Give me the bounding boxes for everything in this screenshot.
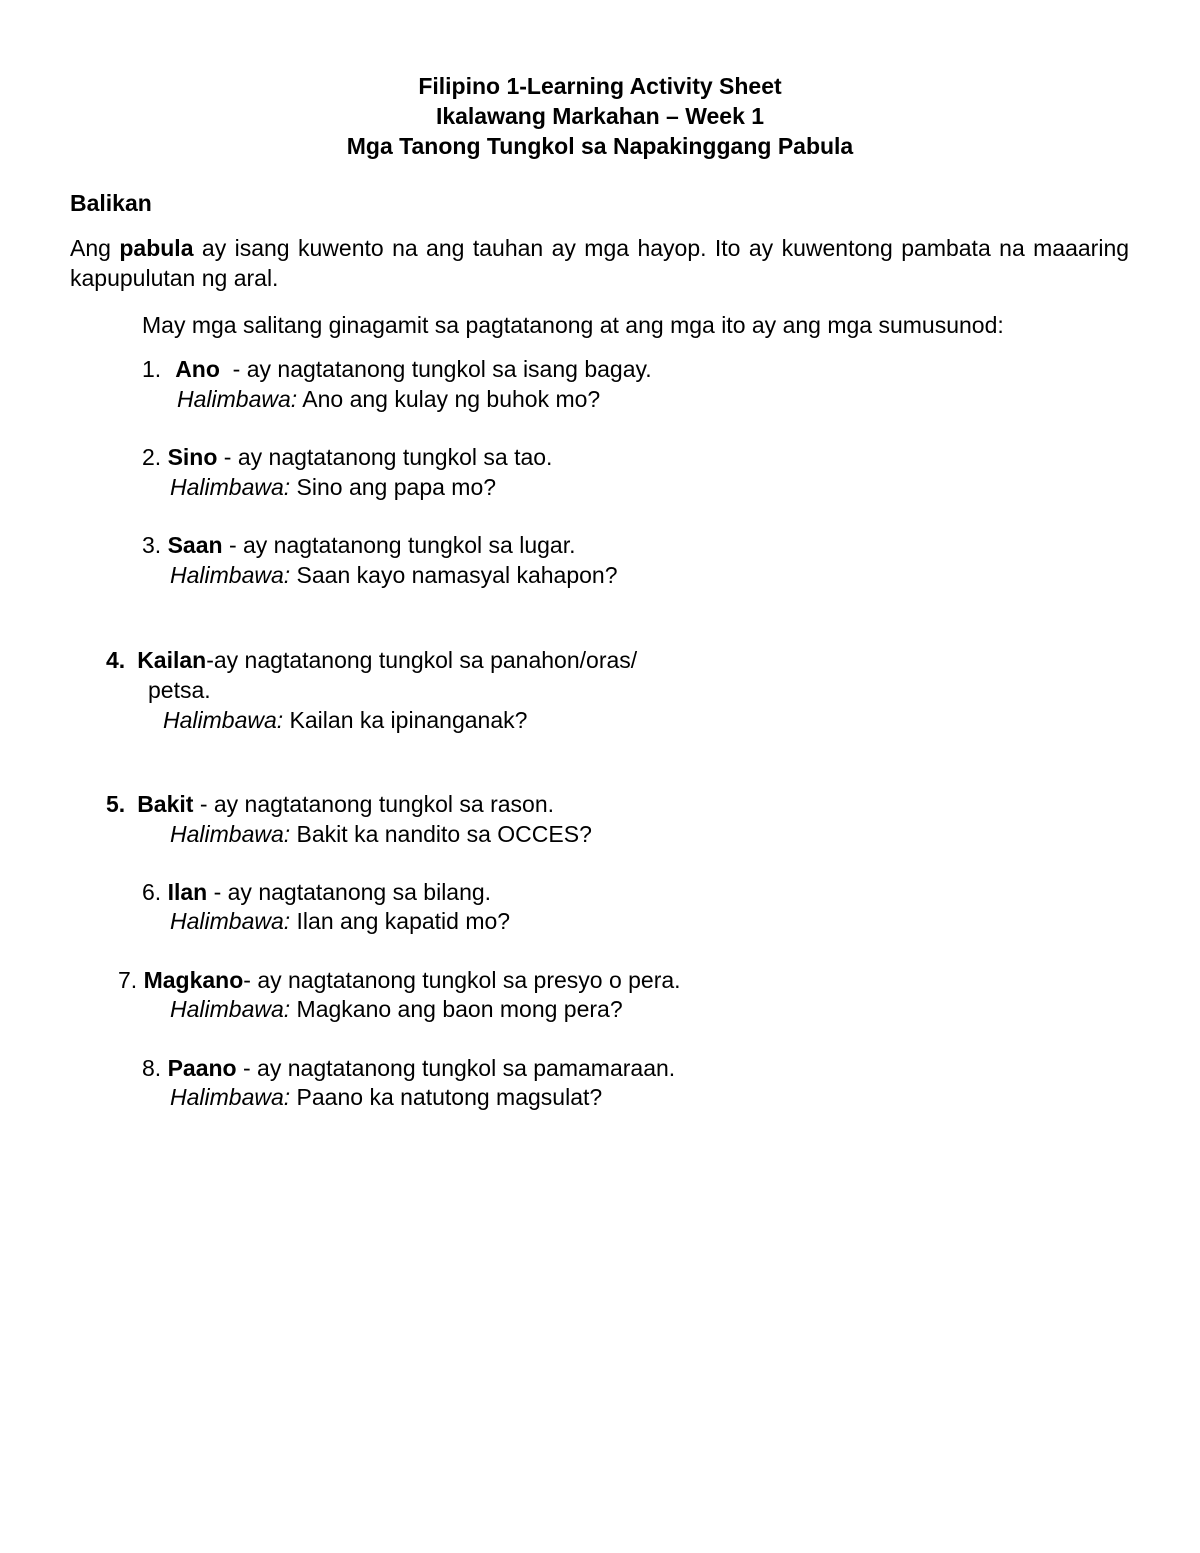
item-definition: - ay nagtatanong tungkol sa presyo o pera. [243,967,681,993]
item-number: 3. [142,532,162,558]
item-number: 2. [142,444,162,470]
item-example [170,472,496,502]
list-item [142,1053,675,1083]
item-word: Saan [167,532,223,558]
item-number: 7. [118,967,138,993]
list-item [106,645,637,675]
sheet-header [0,71,1200,161]
item-example [163,705,527,735]
item-definition: - ay nagtatanong tungkol sa tao. [217,444,553,470]
example-label: Halimbawa: [170,1084,291,1110]
intro-pre: Ang [70,235,111,261]
list-item [142,530,575,560]
item-number: 8. [142,1055,162,1081]
item-word: Ilan [167,879,208,905]
item-number: 5. [106,791,126,817]
example-text: Sino ang papa mo? [296,474,497,500]
item-definition: - ay nagtatanong tungkol sa pamamaraan. [236,1055,676,1081]
list-item [106,789,554,819]
section-heading: Balikan [70,190,152,216]
list-item [142,877,491,907]
item-example [177,384,600,414]
list-item [142,354,652,384]
example-label: Halimbawa: [170,474,291,500]
item-number: 4. [106,647,126,673]
intro-keyword: pabula [119,235,194,261]
example-label: Halimbawa: [177,386,298,412]
example-label: Halimbawa: [163,707,284,733]
item-word: Bakit [137,791,194,817]
example-text: Paano ka natutong magsulat? [296,1084,603,1110]
item-definition: - ay nagtatanong tungkol sa lugar. [222,532,576,558]
item-definition: - ay nagtatanong sa bilang. [207,879,492,905]
item-word: Ano [175,356,220,382]
item-definition: -ay nagtatanong tungkol sa panahon/oras/ [206,647,638,673]
lead-sentence: May mga salitang ginagamit sa pagtatanong at ang mga ito ay ang mga sumusunod: [142,312,1004,338]
list-item [118,965,681,995]
list-item [142,442,552,472]
item-example [170,994,623,1024]
item-number: 1. [142,356,162,382]
item-example [170,1082,602,1112]
example-text: Bakit ka nandito sa OCCES? [296,821,592,847]
example-label: Halimbawa: [170,562,291,588]
item-example [170,560,618,590]
item-definition: - ay nagtatanong tungkol sa isang bagay. [219,356,652,382]
intro-post: ay isang kuwento na ang tauhan ay mga hayop. Ito ay kuwentong pambata na maaaring kapupulutan ng aral. [70,235,1130,291]
item-example [170,819,592,849]
example-text: Kailan ka ipinanganak? [289,707,528,733]
sheet-topic: Mga Tanong Tungkol sa Napakinggang Pabula [346,133,854,159]
example-text: Magkano ang baon mong pera? [296,996,623,1022]
example-text: Ilan ang kapatid mo? [296,908,511,934]
sheet-title: Filipino 1-Learning Activity Sheet [418,73,782,99]
item-word: Magkano [143,967,244,993]
example-label: Halimbawa: [170,996,291,1022]
item-definition: - ay nagtatanong tungkol sa rason. [193,791,555,817]
sheet-quarter-week: Ikalawang Markahan – Week 1 [435,103,765,129]
item-number: 6. [142,879,162,905]
example-label: Halimbawa: [170,908,291,934]
item-word: Paano [167,1055,237,1081]
example-label: Halimbawa: [170,821,291,847]
item-example [170,906,510,936]
item-word: Kailan [137,647,207,673]
example-text: Saan kayo namasyal kahapon? [296,562,618,588]
intro-paragraph [70,233,1129,293]
item-definition-continued: petsa. [148,677,211,703]
example-text: Ano ang kulay ng buhok mo? [302,386,601,412]
item-word: Sino [167,444,218,470]
